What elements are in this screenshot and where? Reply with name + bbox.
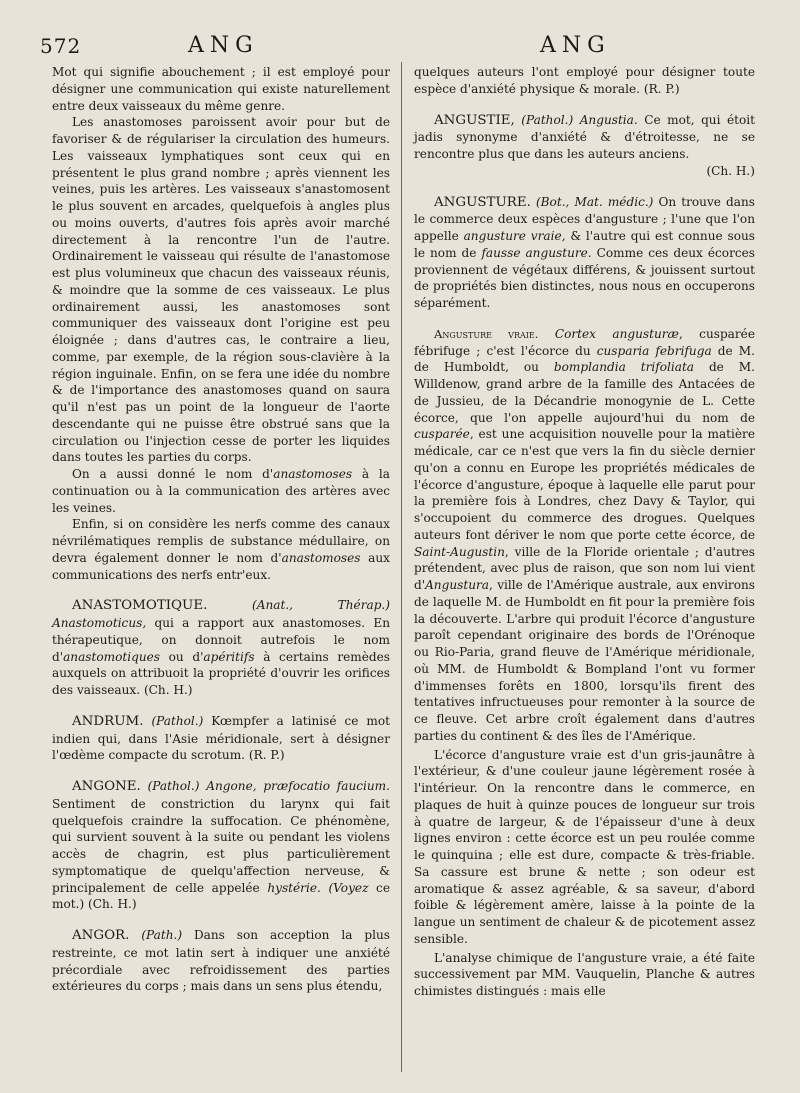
author-signature: (Ch. H.) <box>706 163 755 178</box>
anastomose-paragraph-function: Les anastomoses paroissent avoir pour but de favoriser & de régulariser la circulation des humeurs. Les vaisseaux lymphatiques sont ceux qui en présentent le plus grand nombre ; après viennent les veines, puis les artères. Les vaisseaux s'anastomosent le plus souvent en arcades, quelquefois à angles plus ou moins ouverts, d'autres fois après avoir marché directement à la rencontre l'un de l'autre. Ordinairement le vaisseau qui résulte de l'anastomose est plus volumineux que chacun des vaisseaux réunis, & moindre que la somme de ces vaisseaux. Le plus ordinairement aussi, les anastomoses sont communiquer des vaisseaux dont l'origine est peu éloignée ; dans d'autres cas, le contraire a lieu, comme, par exemple, de la région sous-clavière à la région inguinale. Enfin, on se fera une idée du nombre & de l'importance des anastomoses quand on saura qu'il n'est pas un point de la longueur de l'aorte descendante qui ne puisse être obstrué sans que la circulation ou l'injection cesse de porter les liquides dans toutes les parties du corps. <box>52 115 390 465</box>
domain-tag: (Path.) <box>141 928 183 942</box>
text-run: , cusparée fébrifuge ; c'est l'écorce du <box>414 326 755 358</box>
entry-angusture <box>414 194 755 312</box>
italic-term: Angustura <box>425 578 489 592</box>
domain-tag: (Pathol.) <box>151 713 204 728</box>
definition-text: Comme ces deux écorces proviennent de végétaux différens, & jouissent surtout de propriétés bien distinctes, nous nous en occuperons séparément. <box>414 245 755 310</box>
domain-tag: (Pathol.) <box>147 779 200 793</box>
running-header <box>0 30 800 62</box>
author-signature: (Ch. H.) <box>88 897 137 912</box>
text-run: , ville de l'Amérique australe, aux environs de laquelle M. de Humboldt en fit pour la première fois la découverte. L'arbre qui produit l'écorce d'angusture paroît cependant originaire des bords de l'Orénoque ou Rio-Paria, grand fleuve de l'Amérique méridionale, où MM. de Humboldt & Bompland l'ont vu former d'immenses forêts en 1800, lorsqu'ils firent des tentatives infructueuses pour remonter à la source de ce fleuve. Cet arbre croît également dans d'autres parties du continent & des îles de l'Amérique. <box>414 578 755 743</box>
left-column <box>52 64 390 995</box>
page-number: 572 <box>40 34 82 58</box>
entry-angusture-vraie <box>414 326 755 745</box>
italic-term: Cortex angusturæ <box>554 326 679 341</box>
definition-text <box>414 327 755 743</box>
headword: ANGOR. <box>72 928 130 943</box>
definition-text: On trouve dans le commerce deux espèces d'angusture ; l'une que l'on appelle <box>414 194 755 243</box>
entry-angor <box>52 927 390 995</box>
definition-text: Ce mot, qui étoit jadis synonyme d'anxiété & d'étroitesse, ne se rencontre plus que dans les auteurs anciens. <box>414 112 755 161</box>
latin-term: Angustia. <box>579 112 638 127</box>
author-signature: (R. P.) <box>248 748 285 763</box>
latin-term: Angone, præfocatio faucium. <box>206 779 390 793</box>
anastomose-paragraph-arteries <box>52 466 390 516</box>
headword: ANDRUM. <box>72 713 144 729</box>
italic-term: hystérie. <box>267 880 321 895</box>
right-running-head: ANG <box>540 33 611 58</box>
definition-text: ou d' <box>160 649 204 664</box>
definition-text: qui a rapport aux anastomoses. En thérapeutique, on donnoit autrefois le nom d' <box>52 616 390 664</box>
italic-term: angusture vraie, <box>463 229 566 243</box>
angusture-description-paragraph: L'écorce d'angusture vraie est d'un gris-jaunâtre à l'extérieur, & d'une couleur jaune légèrement rosée à l'intérieur. On la rencontre dans le commerce, en plaques de huit à quinze pouces de longueur sur trois à quatre de largeur, & de l'épaisseur d'une à deux lignes environ : cette écorce est un peu roulée comme le quinquina ; elle est dure, compacte & très-friable. Sa cassure est brune & nette ; son odeur est aromatique & assez agréable, & sa saveur, d'abord foible & légèrement amère, laisse à la pointe de la langue un sentiment de chaleur & de picotement assez sensible. <box>414 747 755 946</box>
definition-text: à certains remèdes auxquels on attribuoit la propriété d'ouvrir les orifices des vaisseaux. <box>52 649 391 697</box>
italic-term: anastomoses <box>281 550 361 565</box>
angusture-analysis-paragraph: L'analyse chimique de l'angusture vraie, a été faite successivement par MM. Vauquelin, Planche & autres chimistes distingués : mais elle <box>414 950 755 998</box>
italic-term: anastomotiques <box>63 649 161 664</box>
text-run: à la continuation ou à la communication des artères avec les veines. <box>52 467 390 515</box>
cross-reference-text: ce mot.) <box>52 880 390 912</box>
domain-tag: (Pathol.) <box>521 112 574 127</box>
entry-angone <box>52 778 390 913</box>
right-column <box>414 64 755 1000</box>
definition-text: & l'autre qui est connue sous le nom de <box>414 229 755 260</box>
definition-text: Kœmpfer a latinisé ce mot indien qui, dans l'Asie méridionale, sert à désigner l'œdème compacte du scrotum. <box>52 713 390 763</box>
column-divider <box>401 62 402 1072</box>
entry-angustie <box>414 112 755 180</box>
italic-term: bomplandia trifoliata <box>553 360 695 375</box>
italic-term: cusparée <box>414 427 470 442</box>
headword: ANGUSTIE, <box>434 112 515 128</box>
text-run: , est une acquisition nouvelle pour la matière médicale, car ce n'est que vers la fin du siècle dernier qu'on a connu en Europe les propriétés médicales de l'écorce d'angusture, époque à laquelle elle parut pour la première fois à Londres, chez Davy & Taylor, qui s'occupoient du commerce des drogues. Quelques auteurs font dériver le nom que porte cette écorce, de <box>414 427 755 542</box>
text-run: , ville de la Floride orientale ; d'autres prétendent, avec plus de raison, que son nom lui vient d' <box>414 544 755 592</box>
angor-continuation <box>414 64 755 98</box>
left-running-head: ANG <box>188 33 259 58</box>
entry-andrum <box>52 713 390 764</box>
italic-term: fausse angusture. <box>481 245 592 260</box>
text-run: de M. de Humboldt, ou <box>414 343 755 375</box>
author-signature: (Ch. H.) <box>143 683 193 697</box>
author-signature: (R. P.) <box>643 81 680 96</box>
subheadword: Angusture vraie. <box>434 326 539 341</box>
cross-reference: (Voyez <box>328 880 369 895</box>
italic-term: cusparia febrifuga <box>596 343 712 358</box>
anastomose-continuation: Mot qui signifie abouchement ; il est employé pour désigner une communication qui existe naturellement entre deux vaisseaux du même genre. <box>52 65 390 113</box>
domain-tag: (Bot., Mat. médic.) <box>535 194 654 209</box>
italic-term: Saint-Augustin <box>414 544 505 559</box>
text-run: On a aussi donné le nom d' <box>72 467 274 481</box>
headword: ANGONE. <box>72 779 141 794</box>
definition-text: quelques auteurs l'ont employé pour désigner toute espèce d'anxiété physique & morale. <box>414 65 755 96</box>
text-run <box>538 327 554 341</box>
italic-term: anastomoses <box>273 467 353 481</box>
definition-text: Dans son acception la plus restreinte, ce mot latin sert à indiquer une anxiété précordiale avec refroidissement des parties extérieures du corps ; mais dans un sens plus étendu, <box>52 928 390 994</box>
headword: ANGUSTURE. <box>434 194 531 210</box>
domain-tag: (Anat., Thérap.) <box>252 598 390 613</box>
definition-text: Sentiment de constriction du larynx qui fait quelquefois craindre la suffocation. Ce phénomène, qui survient souvent à la suite ou pendant les violens accès de chagrin, est plus particulièrement symptomatique de quelqu'affection nerveuse, & principalement de celle appelée <box>52 796 390 895</box>
anastomose-paragraph-nerves <box>52 516 390 583</box>
text-run: aux communications des nerfs entr'eux. <box>52 550 390 582</box>
entry-anastomotique <box>52 597 390 699</box>
text-run: de M. Willdenow, grand arbre de la famille des Antacées de de Jussieu, de la Décandrie monogynie de L. Cette écorce, que l'on appelle aujourd'hui du nom de <box>414 360 755 425</box>
headword: ANASTOMOTIQUE. <box>72 598 208 614</box>
text-run: Enfin, si on considère les nerfs comme des canaux névrilématiques remplis de substance médullaire, on devra également donner le nom d' <box>52 517 390 565</box>
italic-term: apéritifs <box>203 649 255 664</box>
latin-term: Anastomoticus, <box>52 616 147 630</box>
